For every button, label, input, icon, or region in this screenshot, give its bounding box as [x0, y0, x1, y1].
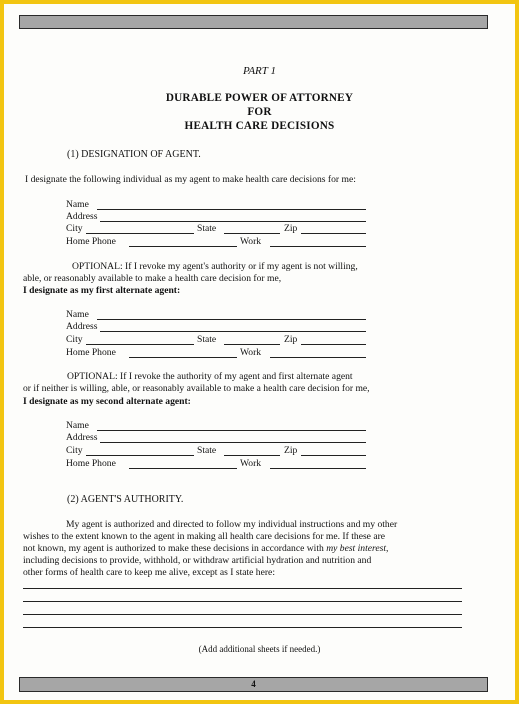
alt1-zip-field[interactable]	[301, 344, 366, 345]
document-page	[4, 4, 515, 700]
alt2-zip-field[interactable]	[301, 455, 366, 456]
optional-1-line-1: OPTIONAL: If I revoke my agent's authority or if my agent is not willing,	[72, 261, 358, 272]
city-label: City	[66, 334, 83, 345]
alt1-address-field[interactable]	[100, 331, 366, 332]
authority-line-2: wishes to the extent known to the agent in making all health care decisions for me. If these are	[23, 531, 386, 542]
optional-1-line-2: able, or reasonably available to make a health care decision for me,	[23, 273, 282, 284]
section-1-heading: (1) DESIGNATION OF AGENT.	[67, 149, 201, 160]
authority-line-3	[23, 543, 388, 554]
alt1-city-field[interactable]	[86, 344, 194, 345]
instructions-line-3[interactable]	[23, 614, 462, 615]
alt2-name-field[interactable]	[97, 430, 366, 431]
instructions-line-4[interactable]	[23, 627, 462, 628]
address-label: Address	[66, 321, 98, 332]
agent-zip-field[interactable]	[301, 233, 366, 234]
home-phone-label: Home Phone	[66, 458, 116, 469]
home-phone-label: Home Phone	[66, 347, 116, 358]
state-label: State	[197, 334, 217, 345]
work-label: Work	[240, 347, 262, 358]
title-line-1: DURABLE POWER OF ATTORNEY	[165, 92, 354, 104]
zip-label: Zip	[284, 334, 298, 345]
agent-city-field[interactable]	[86, 233, 194, 234]
agent-home-phone-field[interactable]	[129, 246, 237, 247]
page-number: 4	[251, 679, 256, 689]
part-label: PART 1	[243, 65, 276, 77]
authority-line-4: including decisions to provide, withhold, or withdraw artificial hydration and nutrition and	[23, 555, 372, 566]
home-phone-label: Home Phone	[66, 236, 116, 247]
agent-state-field[interactable]	[224, 233, 280, 234]
section-1-intro: I designate the following individual as my agent to make health care decisions for me:	[25, 174, 356, 185]
name-label: Name	[66, 420, 89, 431]
address-label: Address	[66, 211, 98, 222]
city-label: City	[66, 445, 83, 456]
authority-line-1: My agent is authorized and directed to follow my individual instructions and my other	[66, 519, 398, 530]
alt1-work-phone-field[interactable]	[270, 357, 366, 358]
alt2-city-field[interactable]	[86, 455, 194, 456]
header-bar	[19, 15, 488, 29]
footer-bar	[19, 677, 488, 692]
state-label: State	[197, 223, 217, 234]
alt2-state-field[interactable]	[224, 455, 280, 456]
optional-2-line-1: OPTIONAL: If I revoke the authority of my agent and first alternate agent	[67, 371, 353, 382]
alt2-work-phone-field[interactable]	[270, 468, 366, 469]
work-label: Work	[240, 236, 262, 247]
alt2-home-phone-field[interactable]	[129, 468, 237, 469]
agent-work-phone-field[interactable]	[270, 246, 366, 247]
name-label: Name	[66, 309, 89, 320]
zip-label: Zip	[284, 223, 298, 234]
authority-line-3-comma: ,	[386, 543, 389, 554]
zip-label: Zip	[284, 445, 298, 456]
authority-line-3-text: not known, my agent is authorized to make these decisions in accordance with	[23, 543, 327, 554]
alt2-address-field[interactable]	[100, 442, 366, 443]
best-interest-emphasis: my best interest	[326, 543, 387, 554]
section-2-heading: (2) AGENT'S AUTHORITY.	[67, 494, 184, 505]
title-line-3: HEALTH CARE DECISIONS	[184, 120, 335, 132]
optional-2-line-2: or if neither is willing, able, or reasonably available to make a health care decision for me,	[23, 383, 370, 394]
optional-2-line-3: I designate as my second alternate agent:	[23, 396, 191, 407]
name-label: Name	[66, 199, 89, 210]
authority-line-5: other forms of health care to keep me alive, except as I state here:	[23, 567, 275, 578]
agent-name-field[interactable]	[97, 209, 366, 210]
instructions-line-1[interactable]	[23, 588, 462, 589]
state-label: State	[197, 445, 217, 456]
alt1-name-field[interactable]	[97, 319, 366, 320]
optional-1-line-3: I designate as my first alternate agent:	[23, 285, 181, 296]
work-label: Work	[240, 458, 262, 469]
agent-address-field[interactable]	[100, 221, 366, 222]
city-label: City	[66, 223, 83, 234]
instructions-line-2[interactable]	[23, 601, 462, 602]
alt1-state-field[interactable]	[224, 344, 280, 345]
title-line-2: FOR	[247, 106, 272, 118]
alt1-home-phone-field[interactable]	[129, 357, 237, 358]
additional-sheets-note: (Add additional sheets if needed.)	[198, 644, 321, 654]
address-label: Address	[66, 432, 98, 443]
